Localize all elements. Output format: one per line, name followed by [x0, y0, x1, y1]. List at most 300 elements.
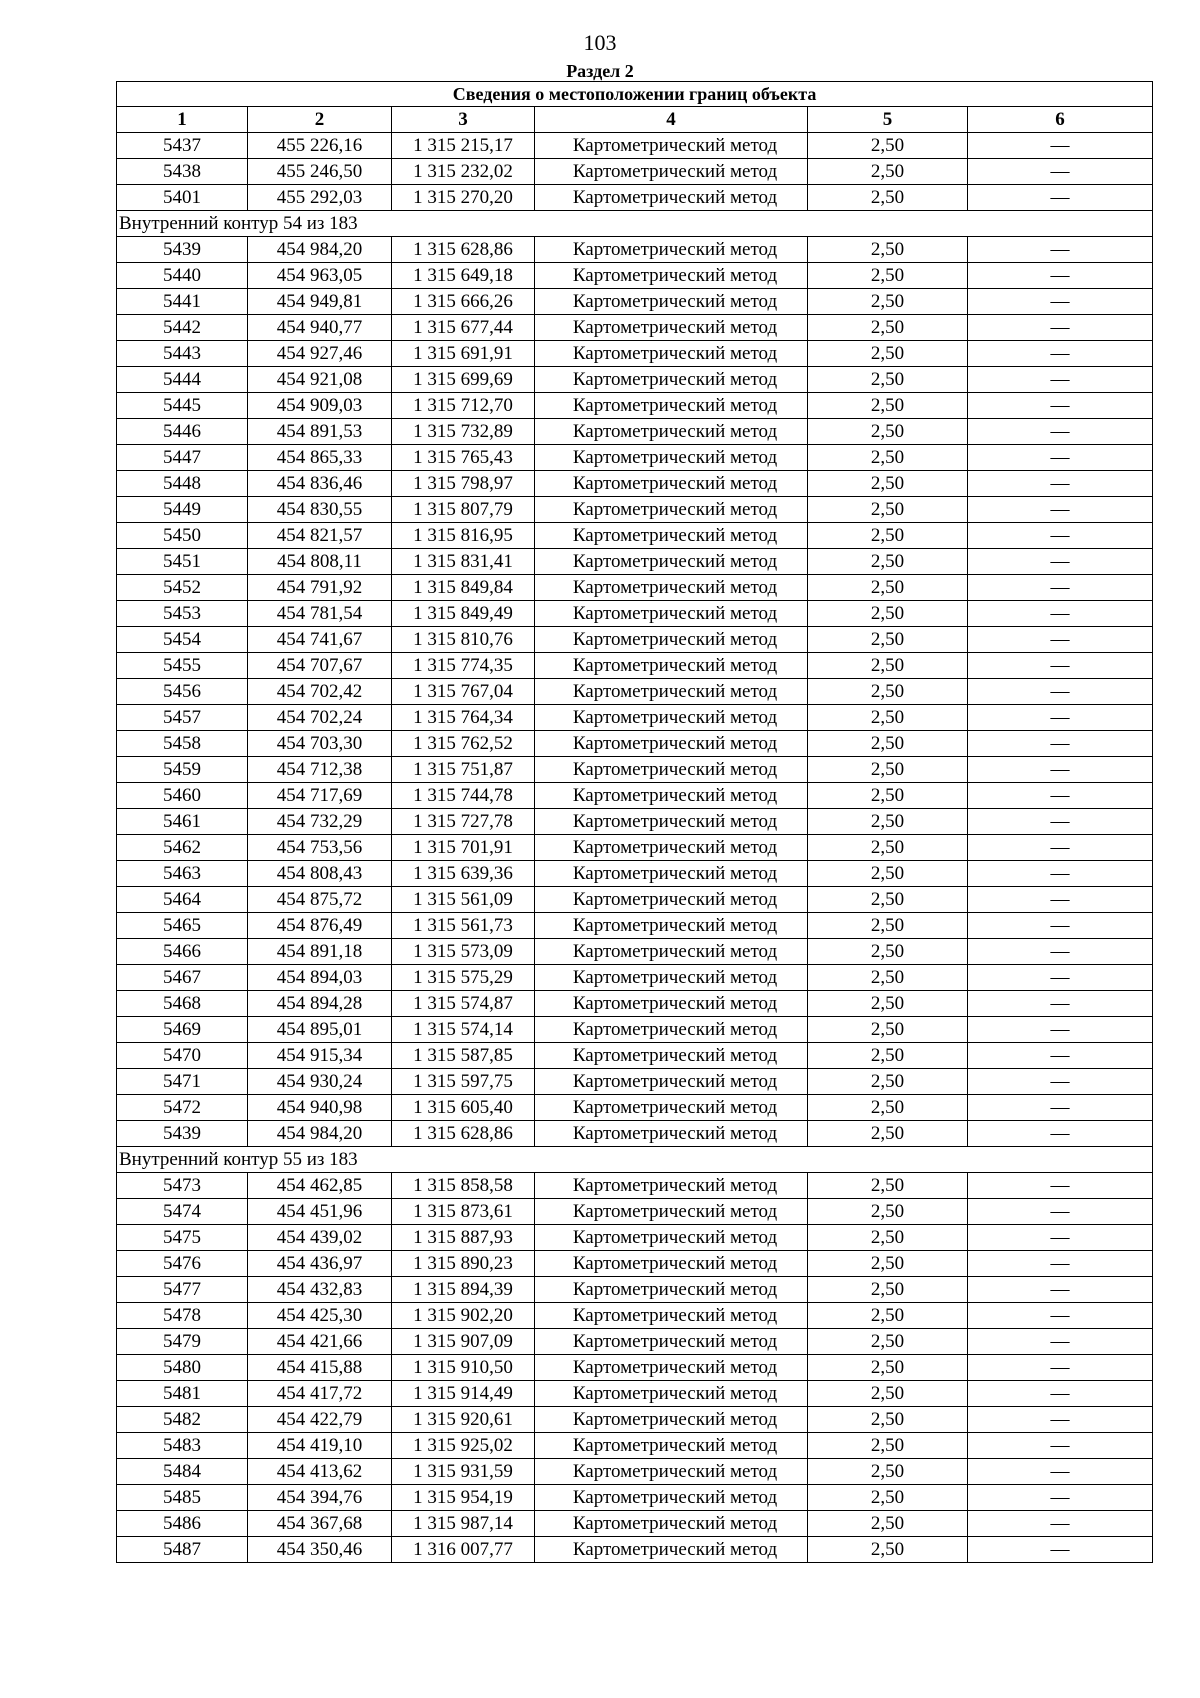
x-coordinate-cell: 454 821,57	[248, 523, 392, 549]
accuracy-cell: 2,50	[808, 1459, 968, 1485]
table-row	[117, 1225, 1153, 1251]
x-coordinate-cell: 454 963,05	[248, 263, 392, 289]
method-cell: Картометрический метод	[535, 1355, 808, 1381]
y-coordinate-cell: 1 315 575,29	[392, 965, 535, 991]
description-cell: —	[968, 315, 1153, 341]
description-cell: —	[968, 601, 1153, 627]
accuracy-cell: 2,50	[808, 913, 968, 939]
description-cell: —	[968, 1173, 1153, 1199]
point-number-cell: 5469	[117, 1017, 248, 1043]
description-cell: —	[968, 1433, 1153, 1459]
description-cell: —	[968, 471, 1153, 497]
accuracy-cell: 2,50	[808, 185, 968, 211]
point-number-cell: 5459	[117, 757, 248, 783]
x-coordinate-cell: 454 830,55	[248, 497, 392, 523]
y-coordinate-cell: 1 315 744,78	[392, 783, 535, 809]
x-coordinate-cell: 454 712,38	[248, 757, 392, 783]
method-cell: Картометрический метод	[535, 133, 808, 159]
x-coordinate-cell: 454 865,33	[248, 445, 392, 471]
description-cell: —	[968, 1121, 1153, 1147]
x-coordinate-cell: 454 462,85	[248, 1173, 392, 1199]
accuracy-cell: 2,50	[808, 1355, 968, 1381]
table-row	[117, 965, 1153, 991]
table-header-row	[117, 107, 1153, 133]
x-coordinate-cell: 454 421,66	[248, 1329, 392, 1355]
x-coordinate-cell: 454 915,34	[248, 1043, 392, 1069]
point-number-cell: 5463	[117, 861, 248, 887]
method-cell: Картометрический метод	[535, 1407, 808, 1433]
description-cell: —	[968, 1355, 1153, 1381]
point-number-cell: 5443	[117, 341, 248, 367]
method-cell: Картометрический метод	[535, 783, 808, 809]
point-number-cell: 5483	[117, 1433, 248, 1459]
y-coordinate-cell: 1 315 561,73	[392, 913, 535, 939]
x-coordinate-cell: 454 940,77	[248, 315, 392, 341]
table-row	[117, 1407, 1153, 1433]
point-number-cell: 5464	[117, 887, 248, 913]
method-cell: Картометрический метод	[535, 419, 808, 445]
y-coordinate-cell: 1 315 873,61	[392, 1199, 535, 1225]
method-cell: Картометрический метод	[535, 991, 808, 1017]
table-row	[117, 393, 1153, 419]
table-row	[117, 653, 1153, 679]
point-number-cell: 5468	[117, 991, 248, 1017]
table-title-row	[117, 82, 1153, 107]
table-row	[117, 1251, 1153, 1277]
method-cell: Картометрический метод	[535, 497, 808, 523]
table-row	[117, 445, 1153, 471]
point-number-cell: 5472	[117, 1095, 248, 1121]
accuracy-cell: 2,50	[808, 1329, 968, 1355]
y-coordinate-cell: 1 315 574,14	[392, 1017, 535, 1043]
y-coordinate-cell: 1 315 807,79	[392, 497, 535, 523]
x-coordinate-cell: 454 895,01	[248, 1017, 392, 1043]
x-coordinate-cell: 454 451,96	[248, 1199, 392, 1225]
x-coordinate-cell: 455 226,16	[248, 133, 392, 159]
accuracy-cell: 2,50	[808, 991, 968, 1017]
description-cell: —	[968, 289, 1153, 315]
point-number-cell: 5482	[117, 1407, 248, 1433]
description-cell: —	[968, 1381, 1153, 1407]
point-number-cell: 5462	[117, 835, 248, 861]
y-coordinate-cell: 1 315 858,58	[392, 1173, 535, 1199]
x-coordinate-cell: 454 425,30	[248, 1303, 392, 1329]
accuracy-cell: 2,50	[808, 783, 968, 809]
table-row	[117, 627, 1153, 653]
description-cell: —	[968, 939, 1153, 965]
point-number-cell: 5474	[117, 1199, 248, 1225]
method-cell: Картометрический метод	[535, 289, 808, 315]
method-cell: Картометрический метод	[535, 1381, 808, 1407]
point-number-cell: 5475	[117, 1225, 248, 1251]
description-cell: —	[968, 133, 1153, 159]
point-number-cell: 5486	[117, 1511, 248, 1537]
y-coordinate-cell: 1 315 767,04	[392, 679, 535, 705]
accuracy-cell: 2,50	[808, 1017, 968, 1043]
accuracy-cell: 2,50	[808, 679, 968, 705]
table-row	[117, 159, 1153, 185]
point-number-cell: 5444	[117, 367, 248, 393]
description-cell: —	[968, 497, 1153, 523]
y-coordinate-cell: 1 315 931,59	[392, 1459, 535, 1485]
table-row	[117, 1381, 1153, 1407]
table-row	[117, 1355, 1153, 1381]
accuracy-cell: 2,50	[808, 1043, 968, 1069]
contour-label: Внутренний контур 55 из 183	[117, 1147, 1153, 1173]
accuracy-cell: 2,50	[808, 159, 968, 185]
point-number-cell: 5485	[117, 1485, 248, 1511]
x-coordinate-cell: 454 741,67	[248, 627, 392, 653]
table-row	[117, 1511, 1153, 1537]
table-row	[117, 757, 1153, 783]
method-cell: Картометрический метод	[535, 1459, 808, 1485]
y-coordinate-cell: 1 315 910,50	[392, 1355, 535, 1381]
accuracy-cell: 2,50	[808, 1069, 968, 1095]
accuracy-cell: 2,50	[808, 601, 968, 627]
y-coordinate-cell: 1 315 987,14	[392, 1511, 535, 1537]
description-cell: —	[968, 913, 1153, 939]
description-cell: —	[968, 991, 1153, 1017]
y-coordinate-cell: 1 315 764,34	[392, 705, 535, 731]
x-coordinate-cell: 454 984,20	[248, 237, 392, 263]
description-cell: —	[968, 1537, 1153, 1563]
accuracy-cell: 2,50	[808, 1251, 968, 1277]
column-header: 1	[117, 107, 248, 133]
table-row	[117, 939, 1153, 965]
table-row	[117, 185, 1153, 211]
accuracy-cell: 2,50	[808, 835, 968, 861]
method-cell: Картометрический метод	[535, 1043, 808, 1069]
x-coordinate-cell: 454 891,18	[248, 939, 392, 965]
table-row	[117, 1043, 1153, 1069]
x-coordinate-cell: 454 927,46	[248, 341, 392, 367]
description-cell: —	[968, 1329, 1153, 1355]
y-coordinate-cell: 1 315 925,02	[392, 1433, 535, 1459]
description-cell: —	[968, 1511, 1153, 1537]
x-coordinate-cell: 455 292,03	[248, 185, 392, 211]
x-coordinate-cell: 454 894,28	[248, 991, 392, 1017]
y-coordinate-cell: 1 315 573,09	[392, 939, 535, 965]
y-coordinate-cell: 1 315 920,61	[392, 1407, 535, 1433]
x-coordinate-cell: 454 875,72	[248, 887, 392, 913]
description-cell: —	[968, 1069, 1153, 1095]
description-cell: —	[968, 679, 1153, 705]
accuracy-cell: 2,50	[808, 705, 968, 731]
x-coordinate-cell: 454 836,46	[248, 471, 392, 497]
accuracy-cell: 2,50	[808, 1511, 968, 1537]
accuracy-cell: 2,50	[808, 341, 968, 367]
accuracy-cell: 2,50	[808, 419, 968, 445]
point-number-cell: 5448	[117, 471, 248, 497]
x-coordinate-cell: 454 394,76	[248, 1485, 392, 1511]
method-cell: Картометрический метод	[535, 1121, 808, 1147]
y-coordinate-cell: 1 315 639,36	[392, 861, 535, 887]
description-cell: —	[968, 887, 1153, 913]
method-cell: Картометрический метод	[535, 445, 808, 471]
contour-row	[117, 211, 1153, 237]
table-row	[117, 237, 1153, 263]
y-coordinate-cell: 1 315 587,85	[392, 1043, 535, 1069]
method-cell: Картометрический метод	[535, 679, 808, 705]
y-coordinate-cell: 1 315 902,20	[392, 1303, 535, 1329]
description-cell: —	[968, 1017, 1153, 1043]
accuracy-cell: 2,50	[808, 315, 968, 341]
column-header: 2	[248, 107, 392, 133]
boundary-table	[116, 81, 1153, 1563]
table-row	[117, 1277, 1153, 1303]
method-cell: Картометрический метод	[535, 393, 808, 419]
accuracy-cell: 2,50	[808, 653, 968, 679]
point-number-cell: 5473	[117, 1173, 248, 1199]
y-coordinate-cell: 1 315 798,97	[392, 471, 535, 497]
point-number-cell: 5447	[117, 445, 248, 471]
accuracy-cell: 2,50	[808, 1381, 968, 1407]
x-coordinate-cell: 454 876,49	[248, 913, 392, 939]
method-cell: Картометрический метод	[535, 887, 808, 913]
method-cell: Картометрический метод	[535, 1251, 808, 1277]
point-number-cell: 5487	[117, 1537, 248, 1563]
accuracy-cell: 2,50	[808, 1121, 968, 1147]
point-number-cell: 5451	[117, 549, 248, 575]
table-row	[117, 601, 1153, 627]
description-cell: —	[968, 393, 1153, 419]
y-coordinate-cell: 1 315 732,89	[392, 419, 535, 445]
x-coordinate-cell: 454 417,72	[248, 1381, 392, 1407]
x-coordinate-cell: 454 702,42	[248, 679, 392, 705]
description-cell: —	[968, 575, 1153, 601]
table-row	[117, 471, 1153, 497]
method-cell: Картометрический метод	[535, 1225, 808, 1251]
table-row	[117, 341, 1153, 367]
description-cell: —	[968, 1251, 1153, 1277]
point-number-cell: 5484	[117, 1459, 248, 1485]
x-coordinate-cell: 454 894,03	[248, 965, 392, 991]
description-cell: —	[968, 159, 1153, 185]
y-coordinate-cell: 1 315 762,52	[392, 731, 535, 757]
method-cell: Картометрический метод	[535, 1537, 808, 1563]
x-coordinate-cell: 454 753,56	[248, 835, 392, 861]
accuracy-cell: 2,50	[808, 237, 968, 263]
y-coordinate-cell: 1 315 605,40	[392, 1095, 535, 1121]
page-number: 103	[583, 30, 617, 55]
accuracy-cell: 2,50	[808, 1407, 968, 1433]
description-cell: —	[968, 1485, 1153, 1511]
point-number-cell: 5441	[117, 289, 248, 315]
accuracy-cell: 2,50	[808, 809, 968, 835]
point-number-cell: 5481	[117, 1381, 248, 1407]
method-cell: Картометрический метод	[535, 939, 808, 965]
description-cell: —	[968, 705, 1153, 731]
method-cell: Картометрический метод	[535, 549, 808, 575]
description-cell: —	[968, 549, 1153, 575]
table-row	[117, 1329, 1153, 1355]
description-cell: —	[968, 237, 1153, 263]
column-header: 4	[535, 107, 808, 133]
point-number-cell: 5478	[117, 1303, 248, 1329]
method-cell: Картометрический метод	[535, 315, 808, 341]
contour-label: Внутренний контур 54 из 183	[117, 211, 1153, 237]
accuracy-cell: 2,50	[808, 393, 968, 419]
x-coordinate-cell: 454 415,88	[248, 1355, 392, 1381]
point-number-cell: 5450	[117, 523, 248, 549]
point-number-cell: 5438	[117, 159, 248, 185]
description-cell: —	[968, 263, 1153, 289]
accuracy-cell: 2,50	[808, 523, 968, 549]
accuracy-cell: 2,50	[808, 965, 968, 991]
table-row	[117, 419, 1153, 445]
table-row	[117, 809, 1153, 835]
y-coordinate-cell: 1 315 765,43	[392, 445, 535, 471]
x-coordinate-cell: 454 984,20	[248, 1121, 392, 1147]
description-cell: —	[968, 1225, 1153, 1251]
table-row	[117, 1173, 1153, 1199]
description-cell: —	[968, 809, 1153, 835]
y-coordinate-cell: 1 315 561,09	[392, 887, 535, 913]
method-cell: Картометрический метод	[535, 731, 808, 757]
point-number-cell: 5439	[117, 1121, 248, 1147]
accuracy-cell: 2,50	[808, 731, 968, 757]
y-coordinate-cell: 1 315 712,70	[392, 393, 535, 419]
point-number-cell: 5476	[117, 1251, 248, 1277]
accuracy-cell: 2,50	[808, 549, 968, 575]
description-cell: —	[968, 341, 1153, 367]
x-coordinate-cell: 454 732,29	[248, 809, 392, 835]
method-cell: Картометрический метод	[535, 1277, 808, 1303]
x-coordinate-cell: 455 246,50	[248, 159, 392, 185]
y-coordinate-cell: 1 315 954,19	[392, 1485, 535, 1511]
y-coordinate-cell: 1 315 914,49	[392, 1381, 535, 1407]
point-number-cell: 5440	[117, 263, 248, 289]
method-cell: Картометрический метод	[535, 1511, 808, 1537]
point-number-cell: 5442	[117, 315, 248, 341]
y-coordinate-cell: 1 315 701,91	[392, 835, 535, 861]
section-title: Раздел 2	[566, 61, 634, 81]
y-coordinate-cell: 1 315 597,75	[392, 1069, 535, 1095]
point-number-cell: 5460	[117, 783, 248, 809]
method-cell: Картометрический метод	[535, 341, 808, 367]
table-row	[117, 289, 1153, 315]
description-cell: —	[968, 1459, 1153, 1485]
y-coordinate-cell: 1 315 270,20	[392, 185, 535, 211]
method-cell: Картометрический метод	[535, 835, 808, 861]
x-coordinate-cell: 454 940,98	[248, 1095, 392, 1121]
table-row	[117, 991, 1153, 1017]
y-coordinate-cell: 1 315 628,86	[392, 1121, 535, 1147]
method-cell: Картометрический метод	[535, 1095, 808, 1121]
x-coordinate-cell: 454 413,62	[248, 1459, 392, 1485]
x-coordinate-cell: 454 436,97	[248, 1251, 392, 1277]
method-cell: Картометрический метод	[535, 367, 808, 393]
method-cell: Картометрический метод	[535, 809, 808, 835]
y-coordinate-cell: 1 315 907,09	[392, 1329, 535, 1355]
x-coordinate-cell: 454 702,24	[248, 705, 392, 731]
x-coordinate-cell: 454 781,54	[248, 601, 392, 627]
x-coordinate-cell: 454 703,30	[248, 731, 392, 757]
method-cell: Картометрический метод	[535, 705, 808, 731]
table-row	[117, 497, 1153, 523]
point-number-cell: 5401	[117, 185, 248, 211]
table-row	[117, 575, 1153, 601]
table-row	[117, 1199, 1153, 1225]
table-row	[117, 523, 1153, 549]
accuracy-cell: 2,50	[808, 1225, 968, 1251]
x-coordinate-cell: 454 808,43	[248, 861, 392, 887]
table-row	[117, 367, 1153, 393]
y-coordinate-cell: 1 315 727,78	[392, 809, 535, 835]
accuracy-cell: 2,50	[808, 1433, 968, 1459]
x-coordinate-cell: 454 808,11	[248, 549, 392, 575]
description-cell: —	[968, 1095, 1153, 1121]
table-row	[117, 1303, 1153, 1329]
table-row	[117, 679, 1153, 705]
table-row	[117, 731, 1153, 757]
y-coordinate-cell: 1 315 649,18	[392, 263, 535, 289]
description-cell: —	[968, 731, 1153, 757]
table-row	[117, 835, 1153, 861]
method-cell: Картометрический метод	[535, 185, 808, 211]
point-number-cell: 5452	[117, 575, 248, 601]
method-cell: Картометрический метод	[535, 1303, 808, 1329]
method-cell: Картометрический метод	[535, 1433, 808, 1459]
point-number-cell: 5467	[117, 965, 248, 991]
point-number-cell: 5446	[117, 419, 248, 445]
point-number-cell: 5480	[117, 1355, 248, 1381]
method-cell: Картометрический метод	[535, 263, 808, 289]
accuracy-cell: 2,50	[808, 263, 968, 289]
description-cell: —	[968, 1043, 1153, 1069]
description-cell: —	[968, 861, 1153, 887]
description-cell: —	[968, 835, 1153, 861]
point-number-cell: 5466	[117, 939, 248, 965]
y-coordinate-cell: 1 315 751,87	[392, 757, 535, 783]
table-row	[117, 783, 1153, 809]
y-coordinate-cell: 1 315 894,39	[392, 1277, 535, 1303]
table-row	[117, 1069, 1153, 1095]
accuracy-cell: 2,50	[808, 497, 968, 523]
accuracy-cell: 2,50	[808, 627, 968, 653]
table-row	[117, 705, 1153, 731]
accuracy-cell: 2,50	[808, 1485, 968, 1511]
point-number-cell: 5456	[117, 679, 248, 705]
method-cell: Картометрический метод	[535, 1329, 808, 1355]
description-cell: —	[968, 757, 1153, 783]
x-coordinate-cell: 454 367,68	[248, 1511, 392, 1537]
y-coordinate-cell: 1 315 890,23	[392, 1251, 535, 1277]
y-coordinate-cell: 1 315 887,93	[392, 1225, 535, 1251]
point-number-cell: 5461	[117, 809, 248, 835]
table-body	[117, 133, 1153, 1563]
accuracy-cell: 2,50	[808, 367, 968, 393]
method-cell: Картометрический метод	[535, 965, 808, 991]
point-number-cell: 5465	[117, 913, 248, 939]
point-number-cell: 5439	[117, 237, 248, 263]
y-coordinate-cell: 1 315 691,91	[392, 341, 535, 367]
table-row	[117, 861, 1153, 887]
point-number-cell: 5470	[117, 1043, 248, 1069]
x-coordinate-cell: 454 350,46	[248, 1537, 392, 1563]
x-coordinate-cell: 454 707,67	[248, 653, 392, 679]
y-coordinate-cell: 1 315 831,41	[392, 549, 535, 575]
x-coordinate-cell: 454 791,92	[248, 575, 392, 601]
table-row	[117, 1537, 1153, 1563]
y-coordinate-cell: 1 315 699,69	[392, 367, 535, 393]
description-cell: —	[968, 783, 1153, 809]
accuracy-cell: 2,50	[808, 861, 968, 887]
contour-row	[117, 1147, 1153, 1173]
table-row	[117, 133, 1153, 159]
table-row	[117, 887, 1153, 913]
accuracy-cell: 2,50	[808, 471, 968, 497]
